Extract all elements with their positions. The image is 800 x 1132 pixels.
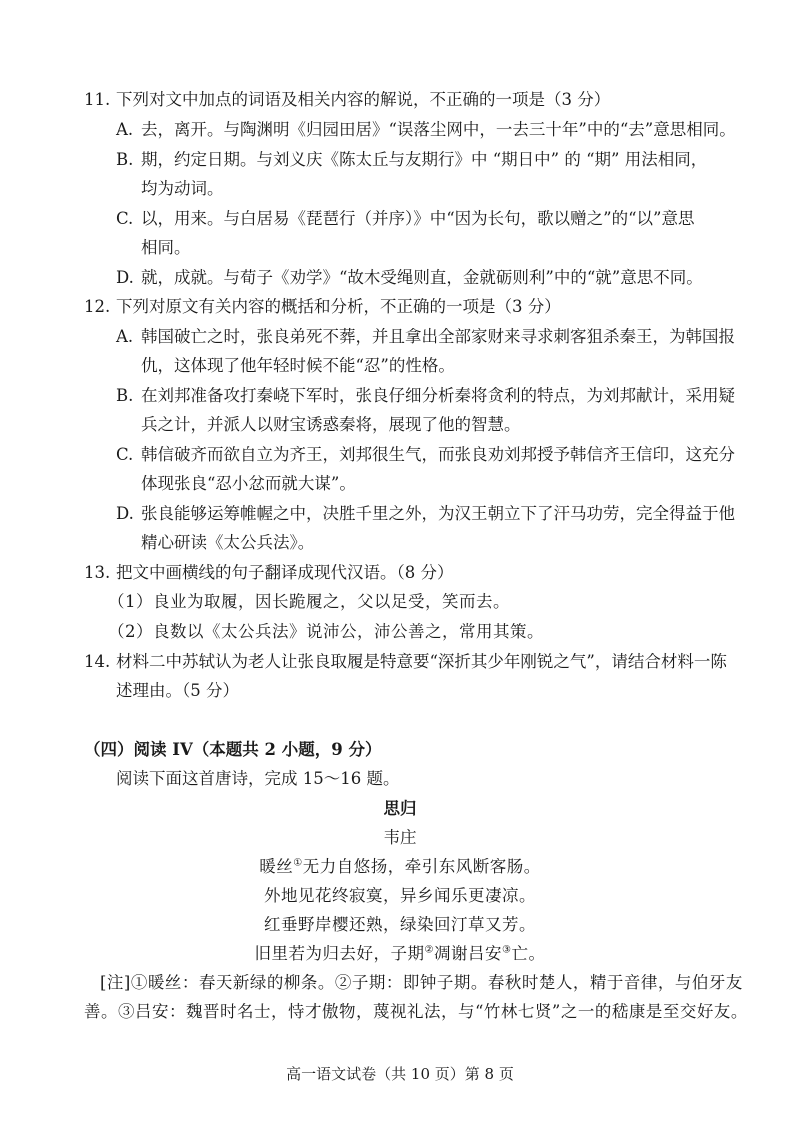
q11-option-b-letter: B. <box>116 150 134 169</box>
poem-line-2: 外地见花终寂寞，异乡闻乐更凄凉。 <box>264 886 536 905</box>
poem-line-3: 红垂野岸樱还熟，绿染回汀草又芳。 <box>264 915 536 934</box>
q12-option-d-letter: D. <box>116 504 134 523</box>
q12-option-c-text-cont: 体现张良“忍小忿而就大谋”。 <box>141 474 356 493</box>
poem-note-line-2: 善。③吕安：魏晋时名士，恃才傲物，蔑视礼法，与“竹林七贤”之一的嵇康是至交好友。 <box>84 1002 748 1021</box>
q12-option-c-letter: C. <box>116 445 134 464</box>
q13-item-2: （2）良数以《太公兵法》说沛公，沛公善之，常用其策。 <box>108 622 544 641</box>
q12-option-a-text: 韩国破亡之时，张良弟死不葬，并且拿出全部家财来寻求刺客狙杀秦王，为韩国报 <box>141 327 735 346</box>
q11-option-d-letter: D. <box>116 268 134 287</box>
q12-option-a-letter: A. <box>116 327 134 346</box>
poem-line-1: 暖丝①无力自悠扬，牵引东风断客肠。 <box>259 857 541 876</box>
q11-option-a-letter: A. <box>116 120 134 139</box>
question-11-stem: 下列对文中加点的词语及相关内容的解说，不正确的一项是（3 分） <box>116 90 611 109</box>
question-12-number: 12. <box>84 297 111 316</box>
q12-option-a-text-cont: 仇，这体现了他年轻时候不能“忍”的性格。 <box>141 356 455 375</box>
q11-option-c-text: 以，用来。与白居易《琵琶行（并序）》中“因为长句，歌以赠之”的“以”意思 <box>141 209 695 228</box>
q12-option-b-letter: B. <box>116 386 134 405</box>
q11-option-a-text: 去，离开。与陶渊明《归园田居》“误落尘网中，一去三十年”中的“去”意思相同。 <box>141 120 736 139</box>
q12-option-d-text-cont: 精心研读《太公兵法》。 <box>141 533 315 552</box>
poem-author: 韦庄 <box>383 828 417 847</box>
q12-option-b-text: 在刘邦准备攻打秦峣下军时，张良仔细分析秦将贪利的特点，为刘邦献计，采用疑 <box>141 386 735 405</box>
question-12-stem: 下列对原文有关内容的概括和分析，不正确的一项是（3 分） <box>116 297 561 316</box>
q11-option-c-letter: C. <box>116 209 134 228</box>
poem-title: 思归 <box>383 799 417 818</box>
question-14-stem: 材料二中苏轼认为老人让张良取履是特意要“深折其少年刚锐之气”，请结合材料一陈 <box>116 652 727 671</box>
question-13-stem: 把文中画横线的句子翻译成现代汉语。（8 分） <box>116 563 454 582</box>
question-13-number: 13. <box>84 563 111 582</box>
q12-option-c-text: 韩信破齐而欲自立为齐王，刘邦很生气，而张良劝刘邦授予韩信齐王信印，这充分 <box>141 445 735 464</box>
q11-option-c-text-cont: 相同。 <box>141 238 191 257</box>
q12-option-b-text-cont: 兵之计，并派人以财宝诱惑秦将，展现了他的智慧。 <box>141 415 521 434</box>
section-heading: （四）阅读 IV（本题共 2 小题，9 分） <box>84 740 382 759</box>
q12-option-d-text: 张良能够运筹帷幄之中，决胜千里之外，为汉王朝立下了汗马功劳，完全得益于他 <box>141 504 735 523</box>
q11-option-d-text: 就，成就。与荀子《劝学》“故木受绳则直，金就砺则利”中的“就”意思不同。 <box>141 268 703 287</box>
q11-option-b-text-cont: 均为动词。 <box>141 179 224 198</box>
question-14-stem-cont: 述理由。（5 分） <box>116 681 239 700</box>
question-11-number: 11. <box>84 90 111 109</box>
page-footer: 高一语文试卷（共 10 页）第 8 页 <box>286 1065 514 1083</box>
poem-line-4: 旧里若为归去好，子期②凋谢吕安③亡。 <box>254 944 546 963</box>
section-intro: 阅读下面这首唐诗，完成 15～16 题。 <box>116 769 400 788</box>
q11-option-b-text: 期，约定日期。与刘义庆《陈太丘与友期行》中 “期日中” 的 “期” 用法相同， <box>141 150 708 169</box>
q13-item-1: （1）良业为取履，因长跪履之，父以足受，笑而去。 <box>108 592 510 611</box>
question-14-number: 14. <box>84 652 111 671</box>
poem-note-line-1: [注]①暖丝：春天新绿的柳条。②子期：即钟子期。春秋时楚人，精于音律，与伯牙友 <box>100 973 743 992</box>
